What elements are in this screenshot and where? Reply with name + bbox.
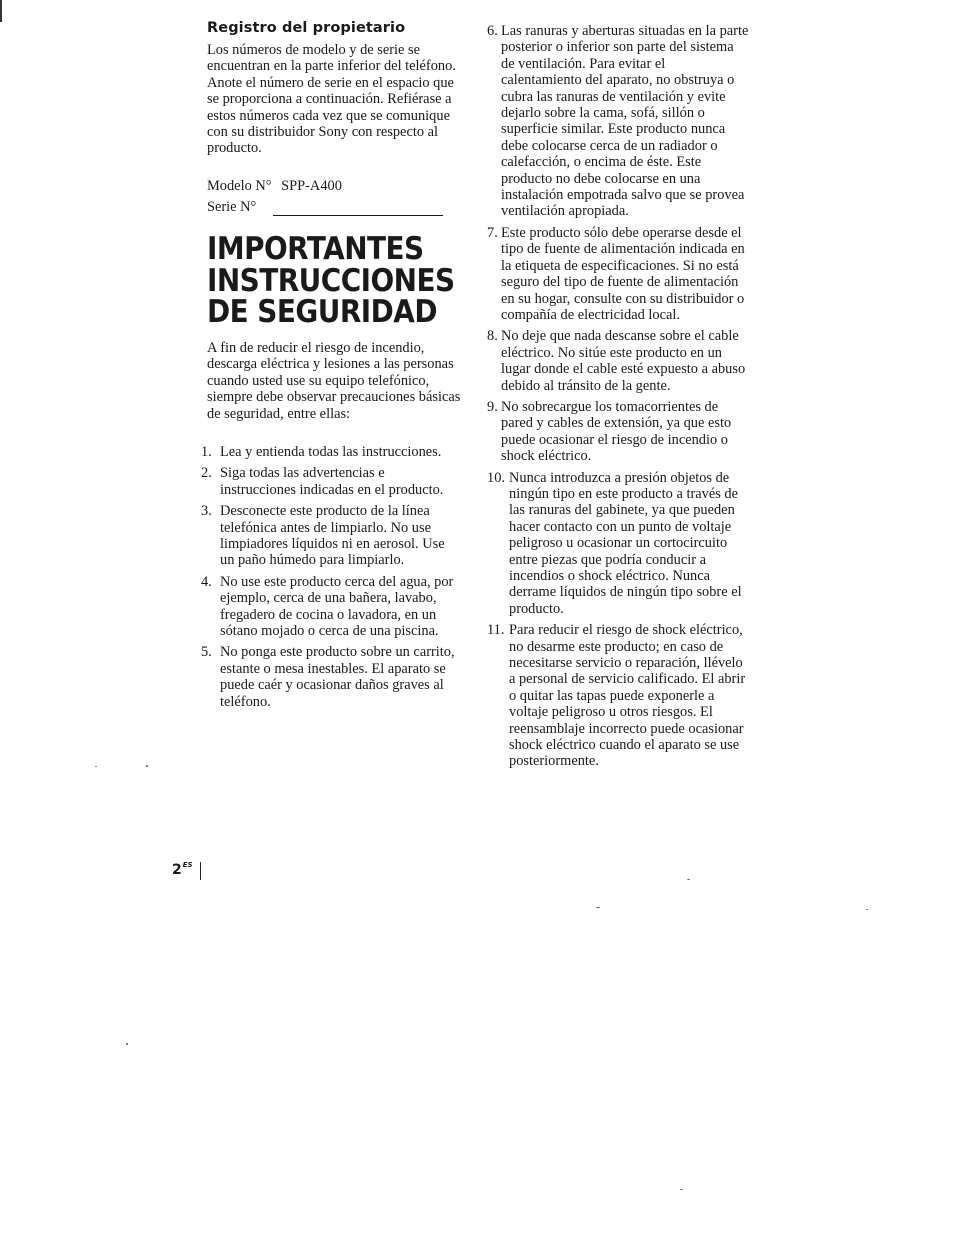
instruction-number: 7. [487, 224, 498, 241]
instruction-text: Nunca introduzca a presión objetos de ningún tipo en este producto a través de las ranuras del gabinete, ya que pueden hacer contacto con un punto de voltaje peligroso u ocasionar un cortocircuito entre piezas que podría conducir a incendios o shock eléctrico. Nunca derrame líquidos de ningún tipo sobre el producto. [509, 469, 742, 617]
instruction-item [487, 225, 749, 323]
instruction-text: Las ranuras y aberturas situadas en la parte posterior o inferior son parte del sistema de ventilación. Para evitar el calentamiento del aparato, no obstruya o cubra las ranuras de ventilación y evite dejarlo sobre la cama, sofá, sillón o superficie similar. Este producto nunca debe colocarse cerca de un radiador o calefacción, o encima de éste. Este producto no debe colocarse en una instalación empotrada salvo que se provea ventilación apropiada. [501, 23, 749, 220]
serial-number-row [207, 199, 256, 215]
instruction-item [201, 465, 459, 498]
instruction-number: 8. [487, 328, 498, 345]
instruction-text: No use este producto cerca del agua, por ejemplo, cerca de una bañera, lavabo, fregadero de cocina o lavadora, en un sótano mojado o cerca de una piscina. [220, 573, 454, 640]
owner-registration-paragraph: Los números de modelo y de serie se encuentran en la parte inferior del teléfono. Anote el número de serie en el espacio que se proporciona a continuación. Refiérase a estos números cada vez que se comunique con su distribuidor Sony con respecto al producto. [207, 42, 456, 157]
instruction-item [201, 503, 459, 569]
instruction-text: No ponga este producto sobre un carrito, estante o mesa inestables. El aparato se puede caér y ocasionar daños graves al teléfono. [220, 644, 455, 710]
instruction-number: 5. [201, 644, 212, 661]
instruction-item [487, 622, 749, 770]
instruction-number: 6. [487, 23, 498, 39]
scan-edge-mark [0, 0, 2, 22]
model-number-row [207, 178, 342, 194]
page-number [172, 861, 193, 878]
instruction-item [487, 23, 749, 220]
instruction-item [487, 399, 749, 465]
instruction-text: Para reducir el riesgo de shock eléctrico, no desarme este producto; en caso de necesitarse servicio o reparación, llévelo a personal de servicio calificado. El abrir o quitar las tapas puede exponerle a voltaje peligroso u otros riesgos. El reensamblaje incorrecto puede ocasionar shock eléctrico cuando el aparato se use posteriormente. [509, 622, 746, 770]
instruction-text: No deje que nada descanse sobre el cable eléctrico. No sitúe este producto en un lugar donde el cable esté expuesto a abuso debido al tránsito de la gente. [501, 328, 746, 394]
page-number-suffix: ES [182, 861, 193, 869]
instruction-item [487, 328, 749, 394]
instruction-item [201, 644, 459, 710]
instruction-list-right [487, 23, 749, 775]
scan-speck [687, 879, 690, 880]
model-number-value: SPP-A400 [281, 178, 342, 194]
instruction-text: Este producto sólo debe operarse desde el tipo de fuente de alimentación indicada en la etiqueta de especificaciones. Si no está seguro del tipo de fuente de alimentación en su hogar, consulte con su distribuidor o compañía de electricidad local. [501, 224, 745, 323]
instruction-text: Lea y entienda todas las instrucciones. [220, 444, 442, 460]
intro-paragraph: A fin de reducir el riesgo de incendio, descarga eléctrica y lesiones a las personas cuando usted use su equipo telefónico, siempre debe observar precauciones básicas de seguridad, entre ellas: [207, 340, 461, 422]
safety-instructions-title [207, 231, 477, 330]
scan-speck [596, 907, 600, 908]
instruction-number: 2. [201, 465, 212, 482]
scan-speck [146, 765, 148, 767]
title-line-2: INSTRUCCIONES [207, 262, 455, 299]
page-number-value: 2 [172, 862, 182, 878]
title-line-1: IMPORTANTES [207, 231, 424, 267]
serial-number-label: Serie N° [207, 199, 257, 215]
title-line-3: DE SEGURIDAD [207, 294, 437, 330]
owner-registration-heading: Registro del propietario [207, 20, 406, 36]
instruction-list-left [201, 444, 459, 715]
instruction-item [201, 444, 459, 460]
instruction-text: Desconecte este producto de la línea telefónica antes de limpiarlo. No use limpiadores líquidos ni en aerosol. Use un paño húmedo para limpiarlo. [220, 503, 445, 569]
instruction-number: 10. [487, 469, 505, 486]
instruction-text: No sobrecargue los tomacorrientes de pared y cables de extensión, ya que esto puede ocasionar el riesgo de incendio o shock eléctrico. [501, 398, 732, 465]
scan-speck [680, 1189, 683, 1190]
instruction-text: Siga todas las advertencias e instrucciones indicadas en el producto. [220, 465, 444, 498]
scan-speck [95, 766, 97, 767]
model-number-label: Modelo N° [207, 178, 272, 194]
serial-number-blank-line [273, 215, 443, 216]
instruction-item [201, 573, 459, 640]
scan-speck [126, 1043, 128, 1045]
instruction-number: 11. [487, 622, 505, 639]
instruction-item [487, 470, 749, 618]
instruction-number: 3. [201, 503, 212, 520]
instruction-number: 1. [201, 444, 212, 460]
page-number-divider [200, 862, 201, 880]
scan-speck [866, 909, 868, 910]
instruction-number: 4. [201, 573, 212, 590]
instruction-number: 9. [487, 398, 498, 415]
